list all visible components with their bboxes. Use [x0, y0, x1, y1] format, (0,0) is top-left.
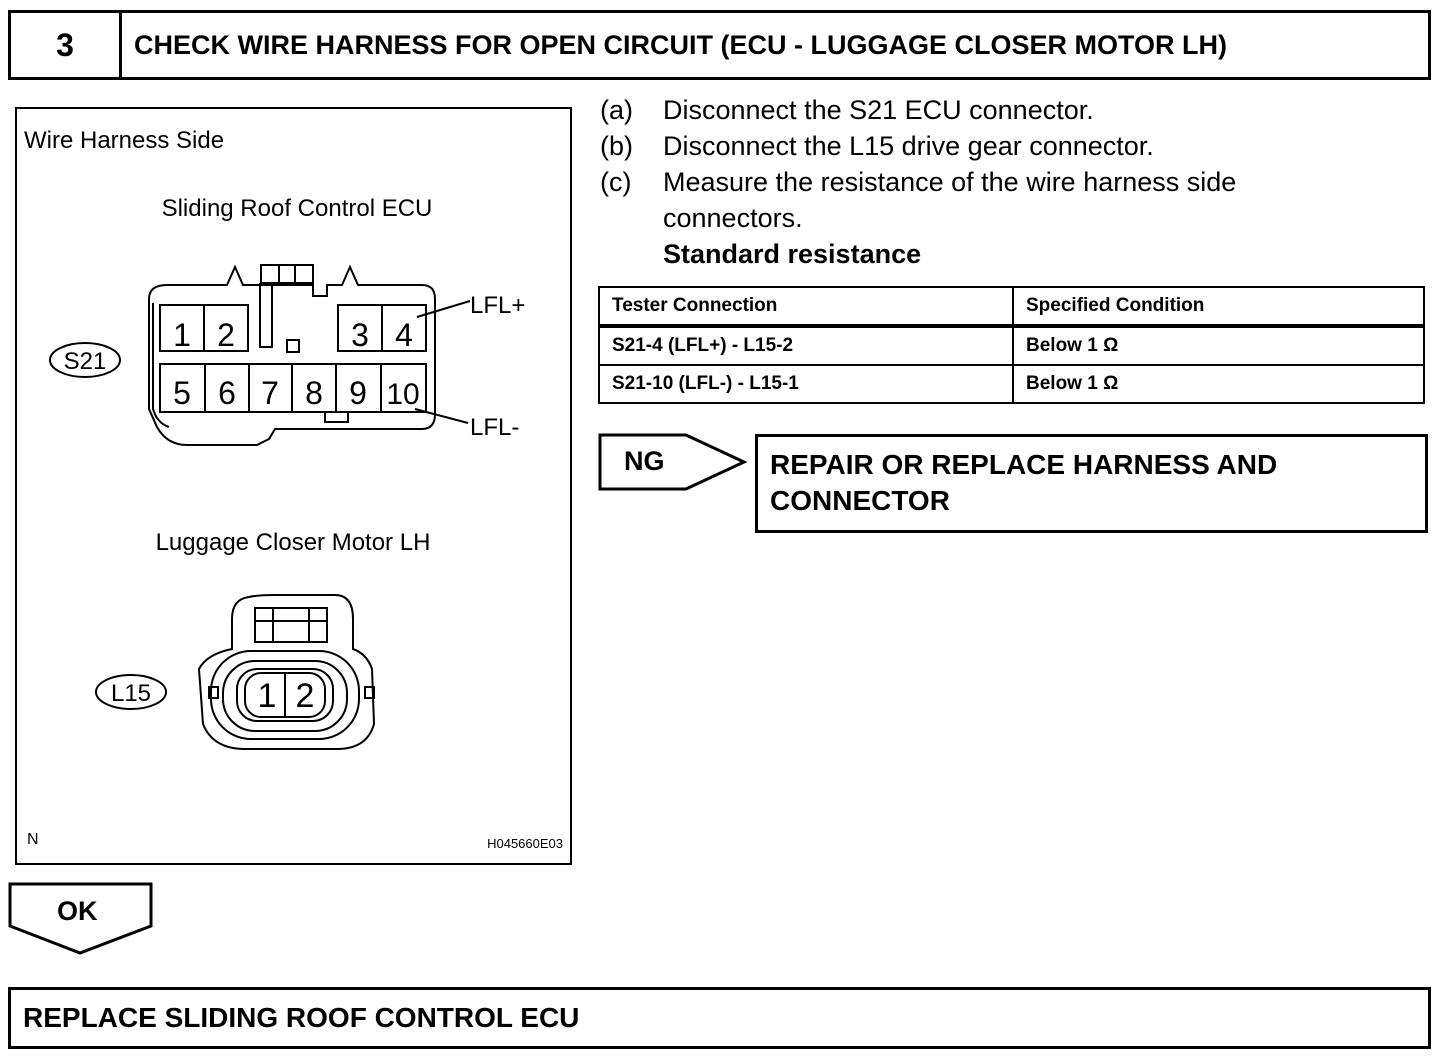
final-action-text: REPLACE SLIDING ROOF CONTROL ECU [23, 1002, 580, 1033]
ecu-connector [149, 265, 470, 445]
wire-harness-side-label: Wire Harness Side [24, 127, 225, 154]
ecu-pin-4: 4 [395, 317, 413, 353]
connector-diagram [15, 107, 572, 865]
table-header-row [599, 287, 1424, 326]
header-tester-connection: Tester Connection [599, 287, 1013, 326]
header-specified-condition: Specified Condition [1013, 287, 1424, 326]
standard-resistance-heading: Standard resistance [663, 239, 922, 269]
ecu-pin-1: 1 [173, 317, 191, 353]
ok-label: OK [57, 896, 98, 926]
ecu-pin-5: 5 [173, 375, 191, 411]
ecu-title: Sliding Roof Control ECU [161, 195, 433, 222]
ng-label: NG [624, 446, 665, 476]
ng-action-box [755, 434, 1428, 533]
ecu-pin-6: 6 [218, 375, 236, 411]
ng-arrow [598, 433, 748, 491]
motor-code-label: L15 [110, 680, 152, 707]
lfl-minus-label: LFL- [470, 414, 520, 441]
step-a-text: Disconnect the S21 ECU connector. [663, 95, 1094, 125]
step-title: CHECK WIRE HARNESS FOR OPEN CIRCUIT (ECU - LUGGAGE CLOSER MOTOR LH) [134, 29, 1228, 60]
cell-connection: S21-10 (LFL-) - L15-1 [599, 365, 1013, 403]
ecu-pin-2: 2 [217, 317, 235, 353]
ecu-pin-9: 9 [349, 375, 367, 411]
step-a-label: (a) [600, 95, 633, 125]
lfl-plus-label: LFL+ [470, 292, 526, 319]
motor-connector [199, 595, 374, 749]
step-c-label: (c) [600, 167, 632, 197]
ecu-code-label: S21 [63, 348, 107, 375]
motor-pin-1: 1 [257, 677, 277, 715]
ecu-pin-7: 7 [261, 375, 279, 411]
motor-title: Luggage Closer Motor LH [155, 529, 431, 556]
step-number: 3 [11, 13, 122, 77]
ng-action-text [770, 447, 1277, 519]
connector-diagram-svg [17, 109, 570, 863]
step-header [8, 10, 1431, 80]
final-action-box [8, 987, 1431, 1049]
cell-condition: Below 1 Ω [1013, 365, 1424, 403]
cell-connection: S21-4 (LFL+) - L15-2 [599, 326, 1013, 365]
ecu-pin-3: 3 [351, 317, 369, 353]
table-row [599, 326, 1424, 365]
corner-mark: N [27, 831, 39, 848]
step-c-text-line2: connectors. [663, 203, 803, 233]
figure-id: H045660E03 [487, 836, 563, 851]
step-c-text: Measure the resistance of the wire harness side [663, 167, 1237, 197]
cell-condition: Below 1 Ω [1013, 326, 1424, 365]
spec-table [598, 286, 1425, 404]
motor-pin-2: 2 [295, 677, 315, 715]
step-b-text: Disconnect the L15 drive gear connector. [663, 131, 1154, 161]
table-row [599, 365, 1424, 403]
ecu-pin-10: 10 [386, 378, 420, 411]
ng-action-line1: REPAIR OR REPLACE HARNESS AND [770, 449, 1278, 480]
ecu-pin-8: 8 [305, 375, 323, 411]
ng-action-line2: CONNECTOR [770, 485, 950, 516]
step-b-label: (b) [600, 131, 633, 161]
